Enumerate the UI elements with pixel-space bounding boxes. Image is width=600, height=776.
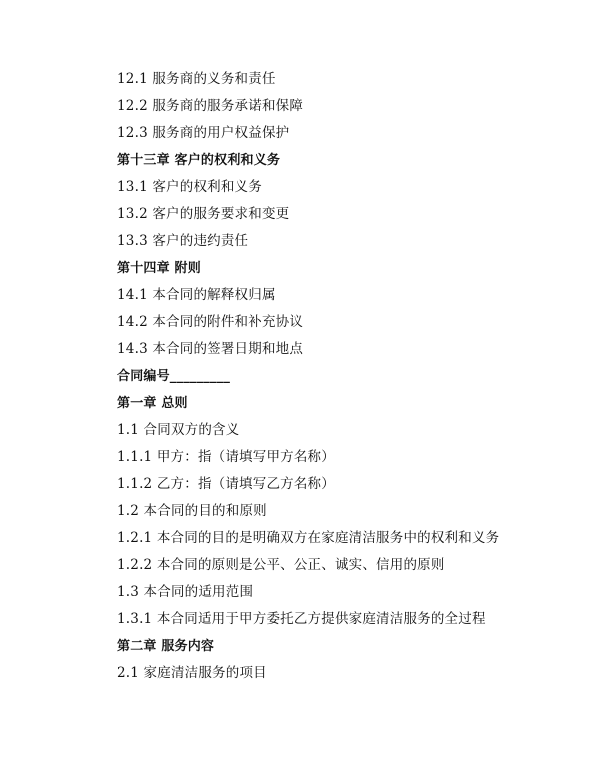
section-12-3: 12.3 服务商的用户权益保护 — [117, 125, 290, 141]
document-body — [117, 66, 557, 687]
section-12-2: 12.2 服务商的服务承诺和保障 — [117, 98, 304, 114]
chapter-1-heading: 第一章 总则 — [117, 396, 188, 411]
chapter-2-heading: 第二章 服务内容 — [117, 639, 215, 654]
section-1-2-2: 1.2.2 本合同的原则是公平、公正、诚实、信用的原则 — [117, 557, 445, 573]
section-1-2: 1.2 本合同的目的和原则 — [117, 503, 267, 519]
chapter-14-heading: 第十四章 附则 — [117, 261, 201, 276]
section-1-3: 1.3 本合同的适用范围 — [117, 584, 254, 600]
section-13-1: 13.1 客户的权利和义务 — [117, 179, 262, 195]
section-14-3: 14.3 本合同的签署日期和地点 — [117, 341, 304, 357]
section-1-3-1: 1.3.1 本合同适用于甲方委托乙方提供家庭清洁服务的全过程 — [117, 611, 486, 627]
section-14-2: 14.2 本合同的附件和补充协议 — [117, 314, 304, 330]
section-1-2-1: 1.2.1 本合同的目的是明确双方在家庭清洁服务中的权利和义务 — [117, 530, 500, 546]
section-1-1-1: 1.1.1 甲方：指（请填写甲方名称） — [117, 449, 335, 465]
section-2-1: 2.1 家庭清洁服务的项目 — [117, 665, 267, 681]
section-13-2: 13.2 客户的服务要求和变更 — [117, 206, 290, 222]
section-1-1-2: 1.1.2 乙方：指（请填写乙方名称） — [117, 476, 335, 492]
section-14-1: 14.1 本合同的解释权归属 — [117, 287, 276, 303]
section-13-3: 13.3 客户的违约责任 — [117, 233, 249, 249]
section-12-1: 12.1 服务商的义务和责任 — [117, 71, 276, 87]
chapter-13-heading: 第十三章 客户的权利和义务 — [117, 153, 281, 168]
contract-number-field: 合同编号_________ — [117, 369, 231, 384]
section-1-1: 1.1 合同双方的含义 — [117, 422, 240, 438]
